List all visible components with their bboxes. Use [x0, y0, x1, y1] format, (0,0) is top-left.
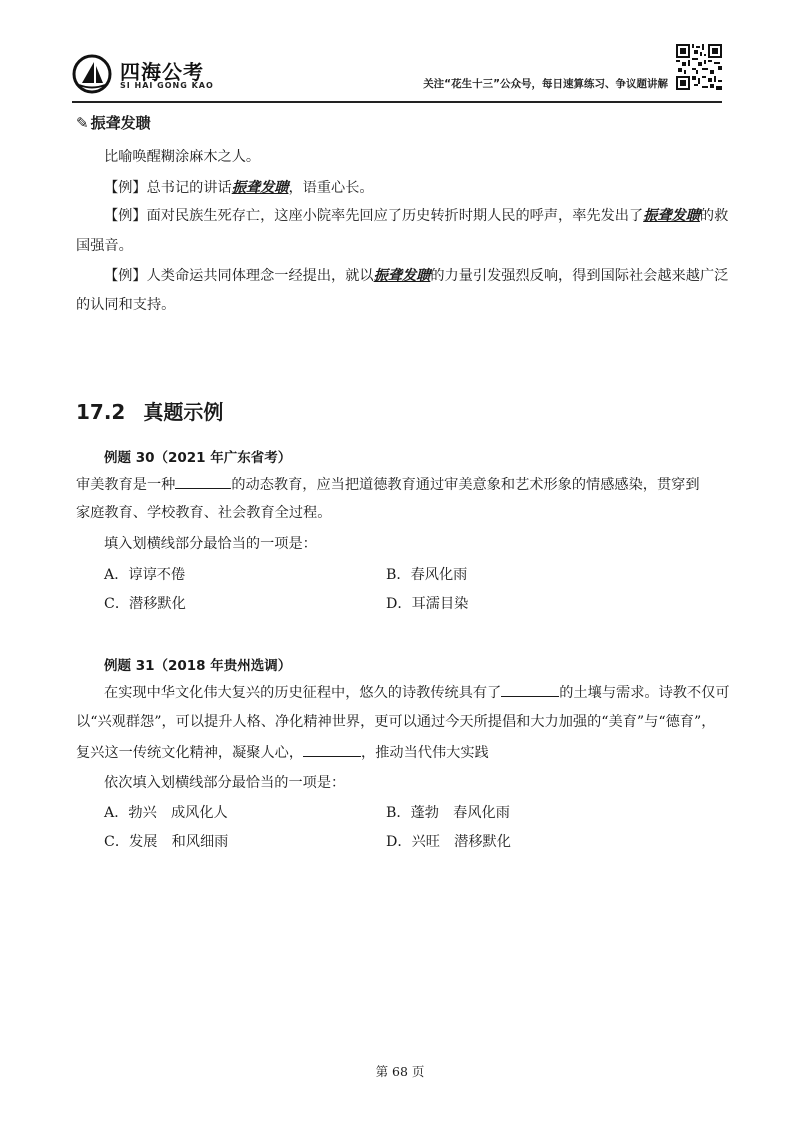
- option-d[interactable]: D．耳濡目染: [386, 596, 469, 612]
- stem-text: 的动态教育，应当把道德教育通过审美意象和艺术形象的情感感染，贯穿到: [231, 477, 700, 493]
- term-example-3-cont: 的认同和支持。: [76, 297, 176, 313]
- stem-text: ，推动当代伟大实践: [361, 745, 489, 761]
- example-text: 【例】总书记的讲话: [104, 180, 232, 196]
- question-title: 例题 30（2021 年广东省考）: [104, 450, 292, 466]
- example-text: 【例】面对民族生死存亡，这座小院率先回应了历史转折时期人民的呼声，率先发出了: [104, 208, 644, 224]
- brand-subtitle: SI HAI GONG KAO: [120, 81, 214, 90]
- term-name: 振聋发聩: [90, 114, 151, 132]
- answer-blank: [175, 474, 231, 489]
- section-title: [76, 396, 223, 425]
- example-text: 的救: [699, 208, 729, 224]
- option-a[interactable]: A．勃兴 成风化人: [104, 805, 228, 821]
- option-d[interactable]: D．兴旺 潜移默化: [386, 834, 511, 850]
- question-stem-line: [76, 742, 489, 763]
- pencil-icon: ✎: [76, 114, 89, 132]
- question-stem-line: 以“兴观群怨”，可以提升人格、净化精神世界，更可以通过今天所提倡和大力加强的“美育”与“德育”，: [76, 714, 716, 730]
- term-example-2: [104, 206, 728, 226]
- brand-name: 四海公考: [120, 60, 204, 84]
- question-title: 例题 31（2018 年贵州选调）: [104, 658, 292, 674]
- header-note: 关注“花生十三”公众号，每日速算练习、争议题讲解: [423, 78, 668, 90]
- example-keyword: 振聋发聩: [373, 268, 431, 284]
- example-text: 的力量引发强烈反响，得到国际社会越来越广泛: [430, 268, 729, 284]
- answer-blank: [501, 682, 559, 697]
- option-c[interactable]: C．发展 和风细雨: [104, 834, 229, 850]
- header-divider: [72, 101, 722, 103]
- example-text: 【例】人类命运共同体理念一经提出，就以: [104, 268, 374, 284]
- example-text: ，语重心长。: [288, 180, 374, 196]
- answer-blank: [303, 742, 361, 757]
- example-keyword: 振聋发聩: [643, 208, 700, 224]
- option-b[interactable]: B．春风化雨: [386, 567, 468, 583]
- option-b[interactable]: B．蓬勃 春风化雨: [386, 805, 510, 821]
- page-header: [72, 44, 722, 102]
- term-example-2-cont: 国强音。: [76, 238, 133, 254]
- section-number: 17.2: [76, 400, 126, 424]
- term-definition: 比喻唤醒糊涂麻木之人。: [104, 149, 261, 165]
- qr-code-icon: [676, 44, 722, 90]
- question-stem-line: [76, 474, 700, 495]
- sailboat-logo-icon: [72, 54, 112, 94]
- stem-text: 复兴这一传统文化精神，凝聚人心，: [76, 745, 304, 761]
- option-a[interactable]: A．谆谆不倦: [104, 567, 186, 583]
- section-name: 真题示例: [143, 400, 224, 424]
- question-stem-line: [104, 682, 730, 703]
- stem-text: 在实现中华文化伟大复兴的历史征程中，悠久的诗教传统具有了: [104, 685, 502, 701]
- stem-text: 审美教育是一种: [76, 477, 176, 493]
- term-example-1: [104, 178, 374, 198]
- term-heading: [76, 112, 151, 133]
- option-c[interactable]: C．潜移默化: [104, 596, 186, 612]
- question-prompt: 填入划横线部分最恰当的一项是：: [104, 536, 317, 552]
- stem-text: 的土壤与需求。诗教不仅可: [559, 685, 730, 701]
- term-example-3: [104, 266, 728, 286]
- page-number: 第 68 页: [375, 1064, 425, 1079]
- question-prompt: 依次填入划横线部分最恰当的一项是：: [104, 775, 346, 791]
- example-keyword: 振聋发聩: [231, 180, 289, 196]
- question-stem-line: 家庭教育、学校教育、社会教育全过程。: [76, 505, 332, 521]
